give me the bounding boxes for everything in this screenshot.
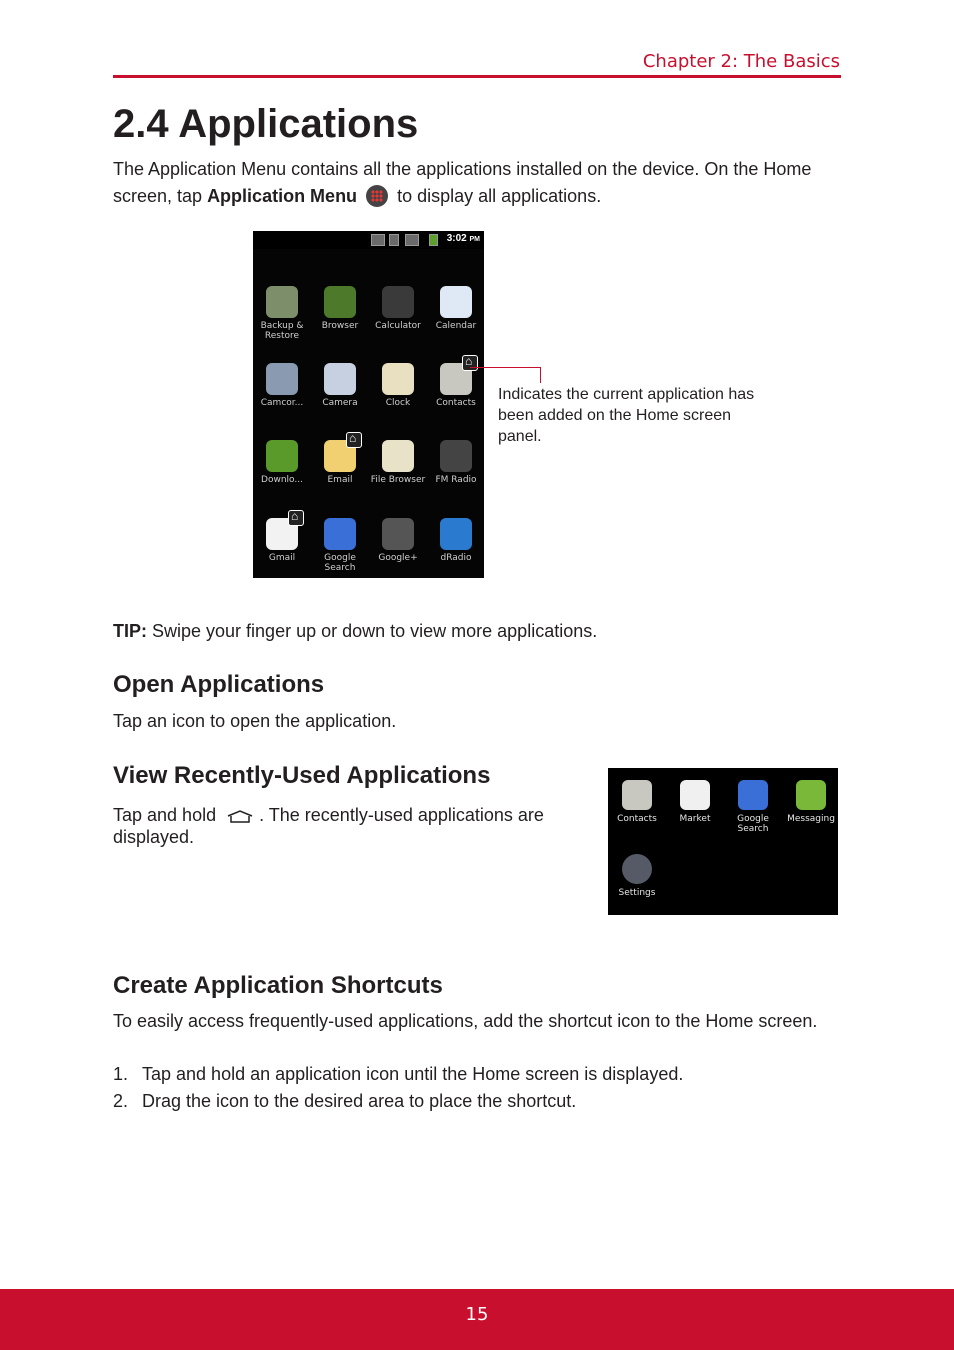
app-icon-item[interactable] [427,440,484,485]
chapter-header: Chapter 2: The Basics [642,51,840,72]
app-icon-item[interactable] [253,518,311,563]
intro-paragraph [113,156,833,210]
intro-text-1: The Application Menu contains all the applications installed on the device. On the Home screen, tap [113,159,812,206]
application-menu-icon [366,185,388,207]
recent-app-icon [622,854,652,884]
status-ampm: PM [469,236,480,243]
recent-app-item[interactable] [724,780,782,834]
section-title: 2.4 Applications [113,102,419,146]
app-label: Contacts [436,398,476,408]
status-bar [253,231,484,249]
recent-app-item[interactable] [782,780,840,824]
step-text: Tap and hold an application icon until the Home screen is displayed. [142,1064,684,1084]
recent-app-icon [738,780,768,810]
recent-app-item[interactable] [608,854,666,898]
app-icon [382,518,414,550]
callout-text: Indicates the current application has been added on the Home screen panel. [498,386,755,445]
app-icon [266,286,298,318]
app-icon [266,440,298,472]
status-time-value: 3:02 [446,233,467,244]
app-drawer-screenshot [253,231,484,578]
recent-app-label: Settings [618,888,656,898]
app-icon-item[interactable] [311,440,369,485]
app-icon [440,286,472,318]
callout-line-vertical [540,367,541,383]
app-icon [324,363,356,395]
tip-label: TIP: [113,621,147,641]
recent-applications-text [113,804,593,848]
create-shortcuts-text: To easily access frequently-used applications, add the shortcut icon to the Home screen. [113,1011,818,1031]
app-label: Camera [322,398,358,408]
home-shortcut-badge-icon [288,510,304,526]
recent-app-label: Market [679,814,711,824]
app-label: Calculator [375,321,421,331]
app-icon-item[interactable] [311,363,369,408]
app-icon [382,440,414,472]
recent-app-label: Contacts [617,814,657,824]
app-label: Google+ [378,553,418,563]
step-number: 2. [113,1091,129,1111]
app-icon-item[interactable] [369,363,427,408]
app-label: Downlo... [261,475,303,485]
app-label: Calendar [435,321,477,331]
app-icon [266,518,298,550]
recent-app-item[interactable] [608,780,666,824]
battery-icon [429,234,438,246]
recent-app-item[interactable] [666,780,724,824]
usb-icon [371,234,385,246]
app-icon-item[interactable] [253,440,311,485]
app-icon-item[interactable] [253,286,311,341]
app-icon-item[interactable] [427,363,484,408]
app-label: FM Radio [435,475,477,485]
header-rule [113,75,841,78]
home-key-icon [225,810,255,824]
app-icon [440,518,472,550]
app-icon-item[interactable] [311,518,369,573]
tip [113,618,597,645]
recent-app-icon [796,780,826,810]
app-label: Browser [321,321,359,331]
app-label: Email [327,475,353,485]
home-shortcut-badge-icon [462,355,478,371]
app-label: Clock [385,398,411,408]
step-item [113,1064,683,1085]
intro-text-2: to display all applications. [392,186,602,206]
step-text: Drag the icon to the desired area to place the shortcut. [142,1091,577,1111]
recent-applications-heading: View Recently-Used Applications [113,762,491,789]
open-applications-heading: Open Applications [113,671,325,698]
app-label: File Browser [370,475,426,485]
signal-icon [405,234,419,246]
tip-text: Swipe your finger up or down to view more applications. [147,621,598,641]
app-icon [324,286,356,318]
app-label: Google Search [324,553,356,573]
app-label: Camcor... [260,398,304,408]
app-icon [382,363,414,395]
app-icon-item[interactable] [311,286,369,331]
recent-text-1: Tap and hold [113,805,222,825]
app-icon [440,440,472,472]
app-label: Gmail [268,553,296,563]
recent-text-2: . The recently-used applications are displayed. [113,805,544,847]
status-time [447,233,480,244]
app-label: Backup & Restore [260,321,304,341]
callout-line [470,367,540,368]
app-icon-item[interactable] [369,518,427,563]
recent-app-label: Messaging [787,814,835,824]
app-icon [266,363,298,395]
step-item [113,1091,576,1112]
create-shortcuts-heading: Create Application Shortcuts [113,972,443,999]
app-label: dRadio [440,553,472,563]
recent-app-icon [622,780,652,810]
app-icon [324,518,356,550]
recent-app-icon [680,780,710,810]
app-icon [382,286,414,318]
app-icon-item[interactable] [427,286,484,331]
app-icon-item[interactable] [427,518,484,563]
recent-apps-screenshot [608,768,838,915]
recent-app-label: Google Search [737,814,769,834]
home-shortcut-badge-icon [346,432,362,448]
app-icon [440,363,472,395]
page-number: 15 [465,1304,489,1325]
app-icon-item[interactable] [253,363,311,408]
notification-icon [389,234,399,246]
app-icon [324,440,356,472]
open-applications-text: Tap an icon to open the application. [113,711,397,731]
intro-bold: Application Menu [207,186,358,206]
step-number: 1. [113,1064,129,1084]
app-icon-item[interactable] [369,440,427,485]
app-icon-item[interactable] [369,286,427,331]
